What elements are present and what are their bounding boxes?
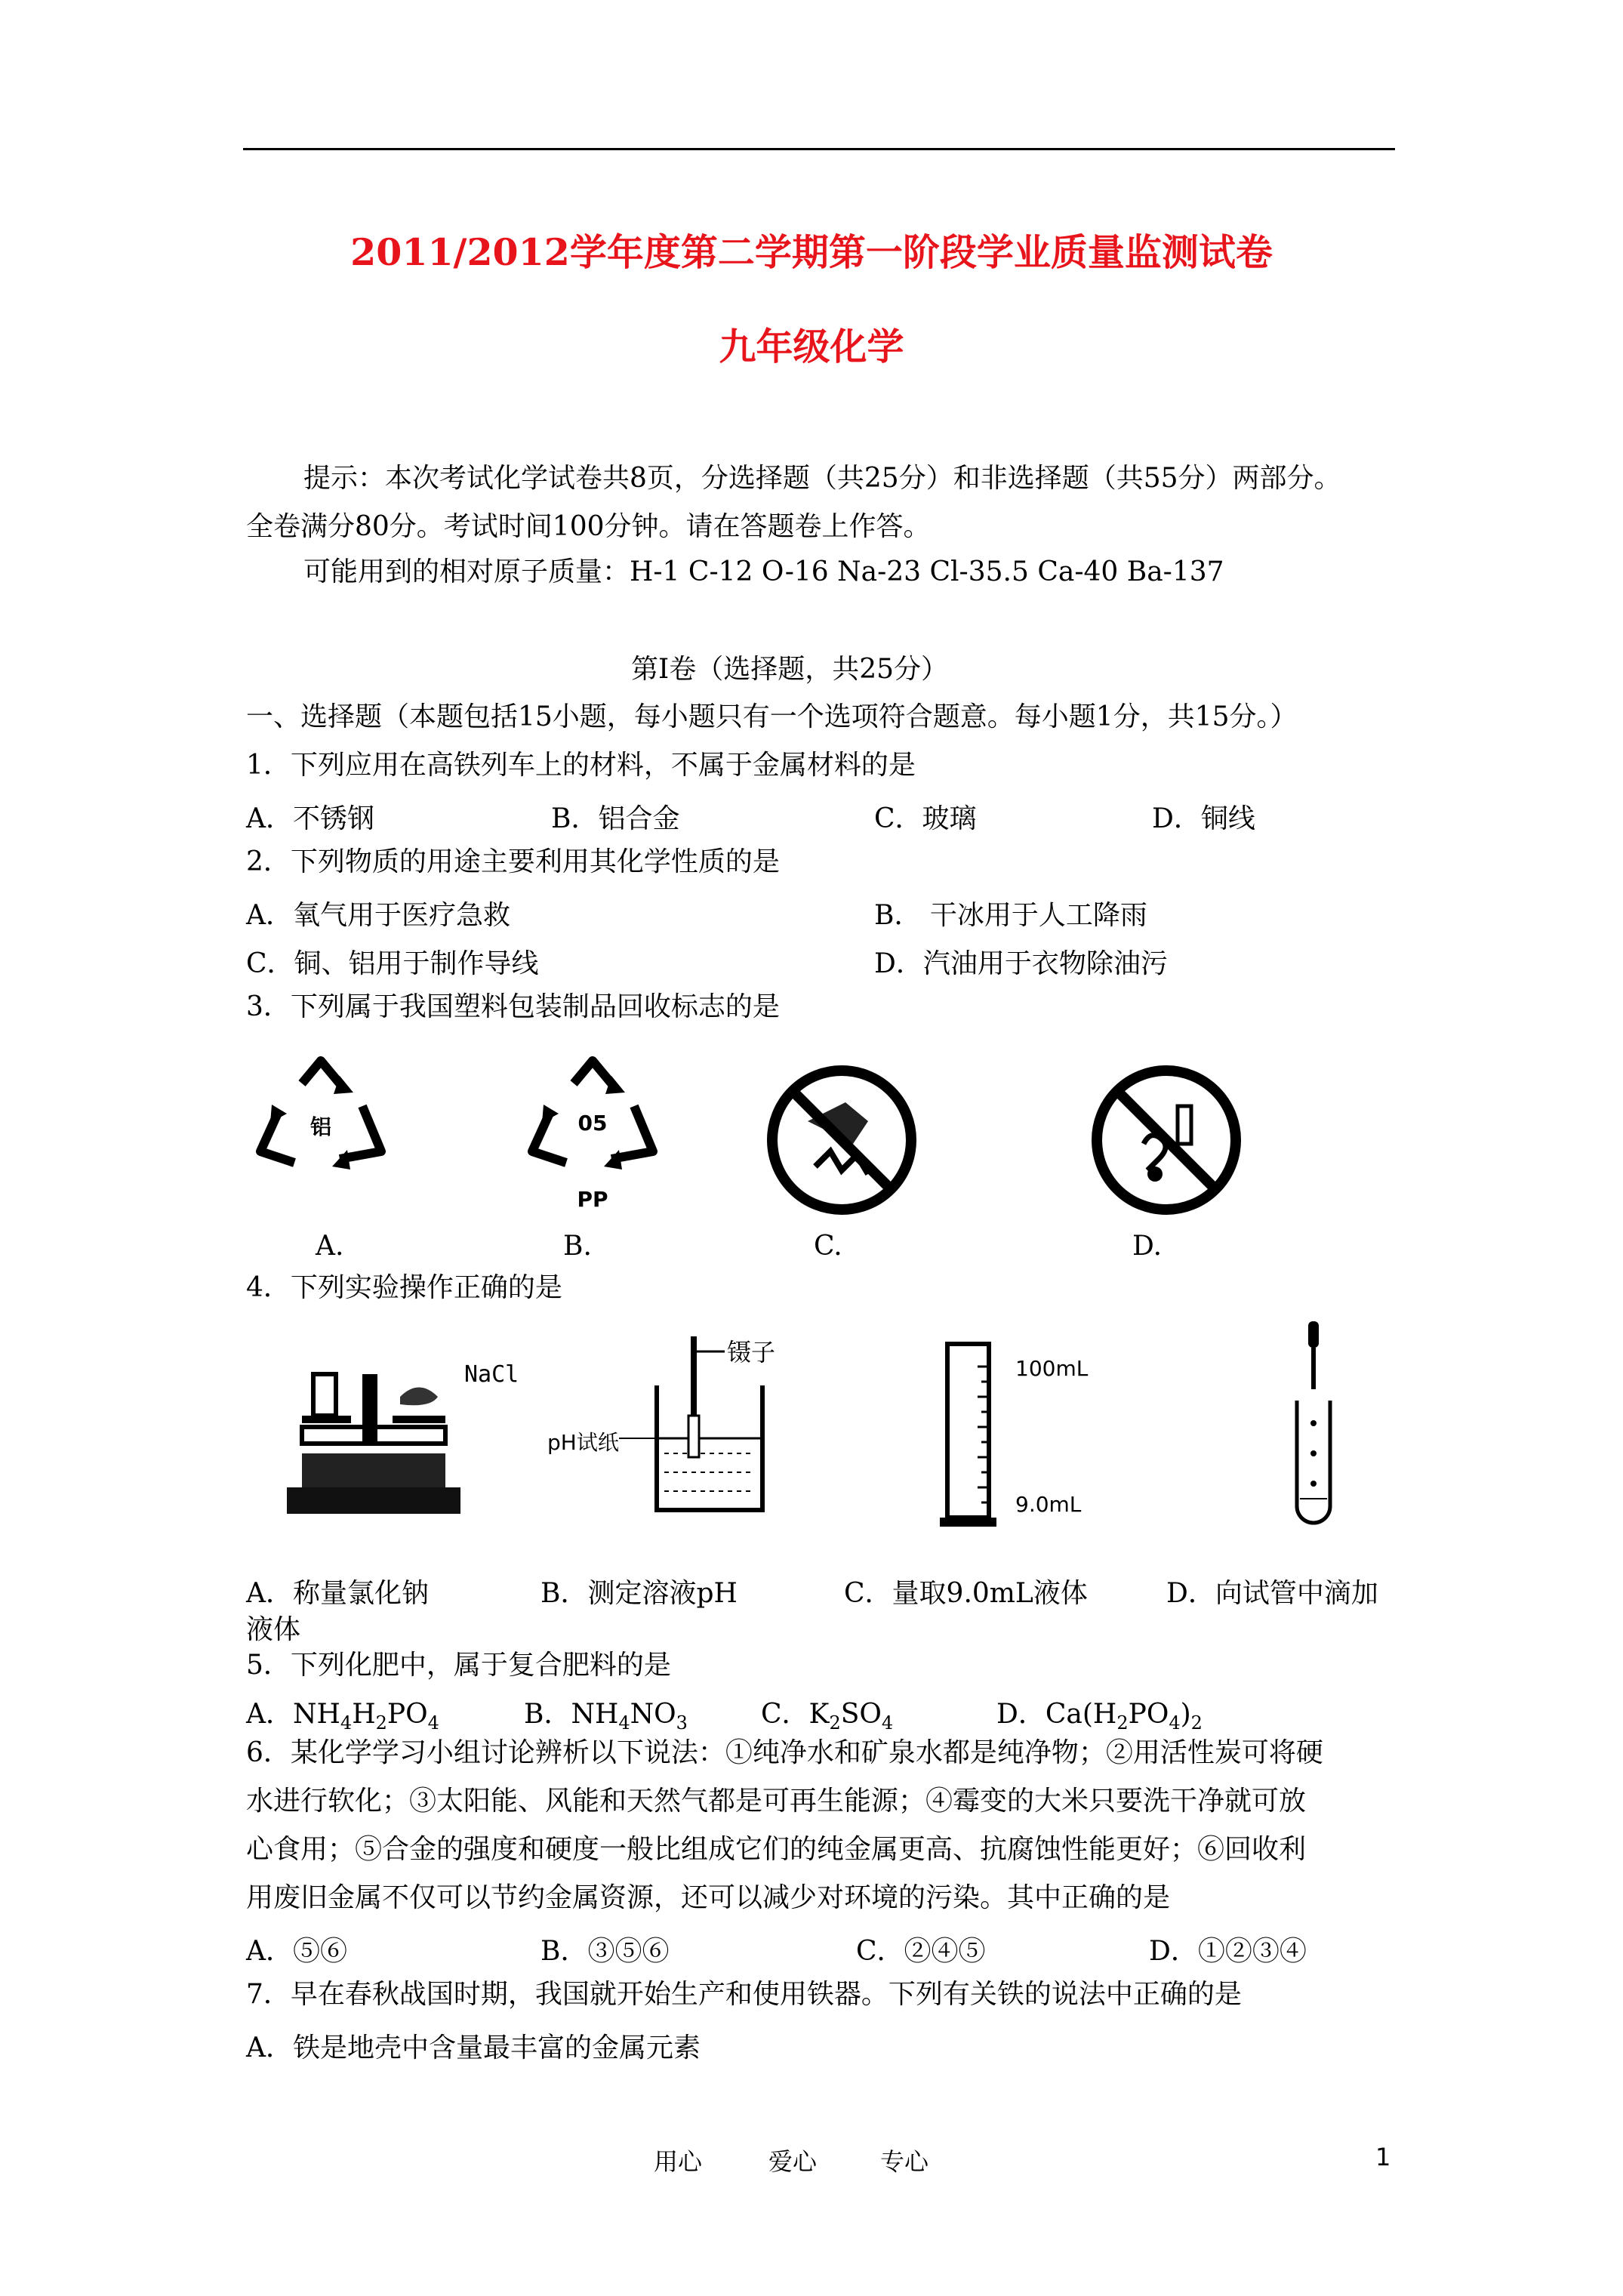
q4-option-a: A．称量氯化钠 [246, 1578, 429, 1609]
q7-option-a: A．铁是地壳中含量最丰富的金属元素 [246, 2032, 701, 2063]
q6-option-d: D．①②③④ [1149, 1936, 1307, 1967]
recycle-b-code: PP [577, 1187, 608, 1212]
q1-option-a: A．不锈钢 [246, 803, 374, 834]
q5-option-d: D．$Ca(H_2PO_4)_2$ [996, 1699, 1203, 1734]
footer-left: 用心 [654, 2147, 703, 2176]
q3-option-b: B. [563, 1231, 592, 1262]
q2-option-a: A．氧气用于医疗急救 [246, 900, 510, 931]
exam-subtitle: 九年级化学 [719, 325, 904, 368]
nacl-label: NaCl [464, 1361, 519, 1388]
q4-option-d: D．向试管中滴加 [1166, 1578, 1378, 1609]
q4-option-d-continued: 液体 [246, 1614, 301, 1645]
q4-option-c: C．量取9.0mL液体 [844, 1578, 1088, 1609]
q6-line-4: 用废旧金属不仅可以节约金属资源，还可以减少对环境的污染。其中正确的是 [246, 1882, 1171, 1913]
q5-option-c: C．$K_2SO_4$ [761, 1699, 894, 1734]
q3-option-d: D. [1132, 1231, 1163, 1262]
q7-stem: 7．早在春秋战国时期，我国就开始生产和使用铁器。下列有关铁的说法中正确的是 [246, 1979, 1242, 2010]
ph-test-illustration [544, 1333, 800, 1521]
page-number: 1 [1375, 2143, 1391, 2171]
q6-option-b: B．③⑤⑥ [540, 1936, 670, 1967]
q4-stem: 4．下列实验操作正确的是 [246, 1272, 562, 1303]
dropper-test-tube-illustration [1283, 1318, 1344, 1529]
section-instructions: 一、选择题（本题包括15小题，每小题只有一个选项符合题意。每小题1分，共15分。） [246, 701, 1298, 732]
recycle-aluminum-icon [249, 1053, 393, 1189]
q6-option-c: C．②④⑤ [856, 1936, 986, 1967]
q6-line-2: 水进行软化；③太阳能、风能和天然气都是可再生能源；④霉变的大米只要洗干净就可放 [246, 1786, 1307, 1817]
q1-option-d: D．铜线 [1152, 803, 1255, 834]
footer-mid: 爱心 [768, 2147, 818, 2176]
q3-option-c: C. [814, 1231, 842, 1262]
graduated-cylinder-illustration [936, 1336, 1132, 1540]
q4-option-b: B．测定溶液pH [540, 1578, 738, 1609]
q2-option-c: C．铜、铝用于制作导线 [246, 948, 539, 979]
no-littering-icon [762, 1061, 921, 1219]
cylinder-bottom-label: 9.0mL [1015, 1492, 1082, 1517]
part-title: 第Ⅰ卷（选择题，共25分） [631, 654, 949, 685]
recycle-a-label: 铝 [310, 1114, 332, 1139]
exam-title: 2011/2012学年度第二学期第一阶段学业质量监测试卷 [350, 230, 1273, 274]
no-smoking-icon [1087, 1061, 1246, 1219]
tweezers-label: 镊子 [727, 1338, 776, 1367]
cylinder-top-label: 100mL [1015, 1356, 1089, 1381]
q6-line-1: 6．某化学学习小组讨论辨析以下说法：①纯净水和矿泉水都是纯净物；②用活性炭可将硬 [246, 1737, 1323, 1768]
footer-right: 专心 [880, 2147, 929, 2176]
q2-option-d: D．汽油用于衣物除油污 [874, 948, 1168, 979]
q6-line-3: 心食用；⑤合金的强度和硬度一般比组成它们的纯金属更高、抗腐蚀性能更好；⑥回收利 [246, 1834, 1307, 1865]
q2-stem: 2．下列物质的用途主要利用其化学性质的是 [246, 846, 780, 877]
q1-stem: 1．下列应用在高铁列车上的材料，不属于金属材料的是 [246, 750, 916, 781]
recycle-pp-icon [521, 1053, 664, 1216]
q2-option-b: B． 干冰用于人工降雨 [874, 900, 1147, 931]
tip-line-2: 全卷满分80分。考试时间100分钟。请在答题卷上作答。 [246, 511, 931, 542]
q5-option-a: A．$NH_4H_2PO_4$ [246, 1699, 439, 1734]
tip-line-1: 提示：本次考试化学试卷共8页，分选择题（共25分）和非选择题（共55分）两部分。 [303, 463, 1341, 494]
ph-paper-label: pH试纸 [547, 1430, 619, 1455]
q1-option-b: B．铝合金 [551, 803, 680, 834]
q5-option-b: B．$NH_4NO_3$ [524, 1699, 688, 1734]
header-rule [243, 148, 1395, 150]
q3-option-a: A. [316, 1231, 344, 1262]
q3-stem: 3．下列属于我国塑料包装制品回收标志的是 [246, 991, 780, 1022]
q5-stem: 5．下列化肥中，属于复合肥料的是 [246, 1650, 671, 1681]
balance-scale-illustration [272, 1340, 528, 1521]
q6-option-a: A．⑤⑥ [246, 1936, 347, 1967]
q1-option-c: C．玻璃 [874, 803, 977, 834]
atomic-masses: 可能用到的相对原子质量：H-1 C-12 O-16 Na-23 Cl-35.5 Ca-40 Ba-137 [303, 556, 1224, 587]
recycle-b-number: 05 [577, 1111, 608, 1136]
